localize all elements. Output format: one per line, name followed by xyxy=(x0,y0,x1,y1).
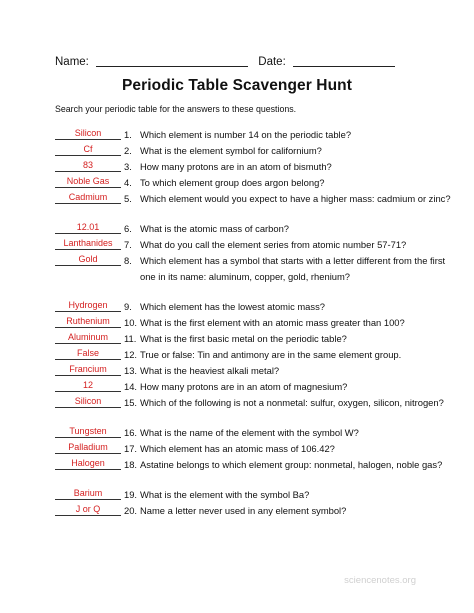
question-row-8 xyxy=(55,254,465,282)
question-number: 9. xyxy=(124,301,132,312)
answer-field[interactable]: Barium xyxy=(55,488,121,500)
instructions: Search your periodic table for the answers to these questions. xyxy=(55,104,297,114)
question-number: 17. xyxy=(124,443,138,454)
question-number: 11. xyxy=(124,333,137,344)
question-text: Which element has a symbol that starts with a letter different from the first one in its name: aluminum, copper, gold, rhenium? xyxy=(140,255,446,282)
question-row-17 xyxy=(55,442,465,458)
answer-field[interactable]: 12.01 xyxy=(55,222,121,234)
date-label: Date: xyxy=(258,56,286,68)
question-row-2 xyxy=(55,144,465,160)
question-row-19 xyxy=(55,488,465,504)
question-row-18 xyxy=(55,458,465,474)
answer-field[interactable]: False xyxy=(55,348,121,360)
question-text: Which element has the lowest atomic mass? xyxy=(140,301,325,312)
question-number: 4. xyxy=(124,177,132,188)
question-row-4 xyxy=(55,176,465,192)
question-row-7 xyxy=(55,238,465,254)
question-number: 18. xyxy=(124,459,138,470)
answer-field[interactable]: Palladium xyxy=(55,442,121,454)
answer-field[interactable]: Noble Gas xyxy=(55,176,121,188)
answer-field[interactable]: Aluminum xyxy=(55,332,121,344)
question-row-15 xyxy=(55,396,465,412)
question-text: What is the name of the element with the symbol W? xyxy=(140,427,359,438)
answer-field[interactable]: Cf xyxy=(55,144,121,156)
question-row-6 xyxy=(55,222,465,238)
name-field[interactable] xyxy=(96,54,248,67)
question-text: What is the element symbol for californium? xyxy=(140,145,322,156)
question-number: 5. xyxy=(124,193,132,204)
question-row-10 xyxy=(55,316,465,332)
question-text: How many protons are in an atom of magnesium? xyxy=(140,381,348,392)
question-row-20 xyxy=(55,504,465,520)
question-text: What is the heaviest alkali metal? xyxy=(140,365,280,376)
answer-field[interactable]: Francium xyxy=(55,364,121,376)
question-text: To which element group does argon belong? xyxy=(140,177,325,188)
answer-field[interactable]: Silicon xyxy=(55,128,121,140)
answer-field[interactable]: Halogen xyxy=(55,458,121,470)
question-number: 6. xyxy=(124,223,132,234)
question-text: Which element would you expect to have a higher mass: cadmium or zinc? xyxy=(140,193,451,204)
question-row-11 xyxy=(55,332,465,348)
question-number: 14. xyxy=(124,381,138,392)
question-text: True or false: Tin and antimony are in the same element group. xyxy=(140,349,402,360)
answer-field[interactable]: Tungsten xyxy=(55,426,121,438)
page-title: Periodic Table Scavenger Hunt xyxy=(121,77,352,94)
question-row-13 xyxy=(55,364,465,380)
question-text: What is the first basic metal on the periodic table? xyxy=(140,333,347,344)
question-number: 16. xyxy=(124,427,138,438)
question-text: Which element has an atomic mass of 106.42? xyxy=(140,443,335,454)
question-text: What is the first element with an atomic mass greater than 100? xyxy=(140,317,405,328)
question-row-1 xyxy=(55,128,465,144)
answer-field[interactable]: Ruthenium xyxy=(55,316,121,328)
answer-field[interactable]: Lanthanides xyxy=(55,238,121,250)
answer-field[interactable]: 83 xyxy=(55,160,121,172)
question-number: 20. xyxy=(124,505,138,516)
question-row-16 xyxy=(55,426,465,442)
name-date-line xyxy=(55,54,395,68)
question-text: What do you call the element series from atomic number 57-71? xyxy=(140,239,407,250)
question-row-3 xyxy=(55,160,465,176)
question-text: Which of the following is not a nonmetal: sulfur, oxygen, silicon, nitrogen? xyxy=(140,397,444,408)
question-number: 8. xyxy=(124,255,132,266)
question-number: 1. xyxy=(124,129,132,140)
question-text: Which element is number 14 on the periodic table? xyxy=(140,129,352,140)
question-number: 15. xyxy=(124,397,138,408)
name-label: Name: xyxy=(55,56,89,68)
question-number: 3. xyxy=(124,161,132,172)
answer-field[interactable]: 12 xyxy=(55,380,121,392)
question-row-12 xyxy=(55,348,465,364)
answer-field[interactable]: Hydrogen xyxy=(55,300,121,312)
question-text: Astatine belongs to which element group: nonmetal, halogen, noble gas? xyxy=(140,459,443,470)
answer-field[interactable]: Cadmium xyxy=(55,192,121,204)
answer-field[interactable]: Gold xyxy=(55,254,121,266)
question-row-14 xyxy=(55,380,465,396)
question-row-5 xyxy=(55,192,465,208)
question-text: What is the element with the symbol Ba? xyxy=(140,489,310,500)
question-number: 13. xyxy=(124,365,138,376)
answer-field[interactable]: J or Q xyxy=(55,504,121,516)
question-text: What is the atomic mass of carbon? xyxy=(140,223,290,234)
date-field[interactable] xyxy=(293,54,395,67)
question-text: How many protons are in an atom of bismuth? xyxy=(140,161,332,172)
question-number: 12. xyxy=(124,349,138,360)
question-number: 19. xyxy=(124,489,138,500)
question-number: 2. xyxy=(124,145,132,156)
question-row-9 xyxy=(55,300,465,316)
question-number: 7. xyxy=(124,239,132,250)
answer-field[interactable]: Silicon xyxy=(55,396,121,408)
question-number: 10. xyxy=(124,317,138,328)
watermark: sciencenotes.org xyxy=(344,575,416,586)
question-text: Name a letter never used in any element symbol? xyxy=(140,505,347,516)
